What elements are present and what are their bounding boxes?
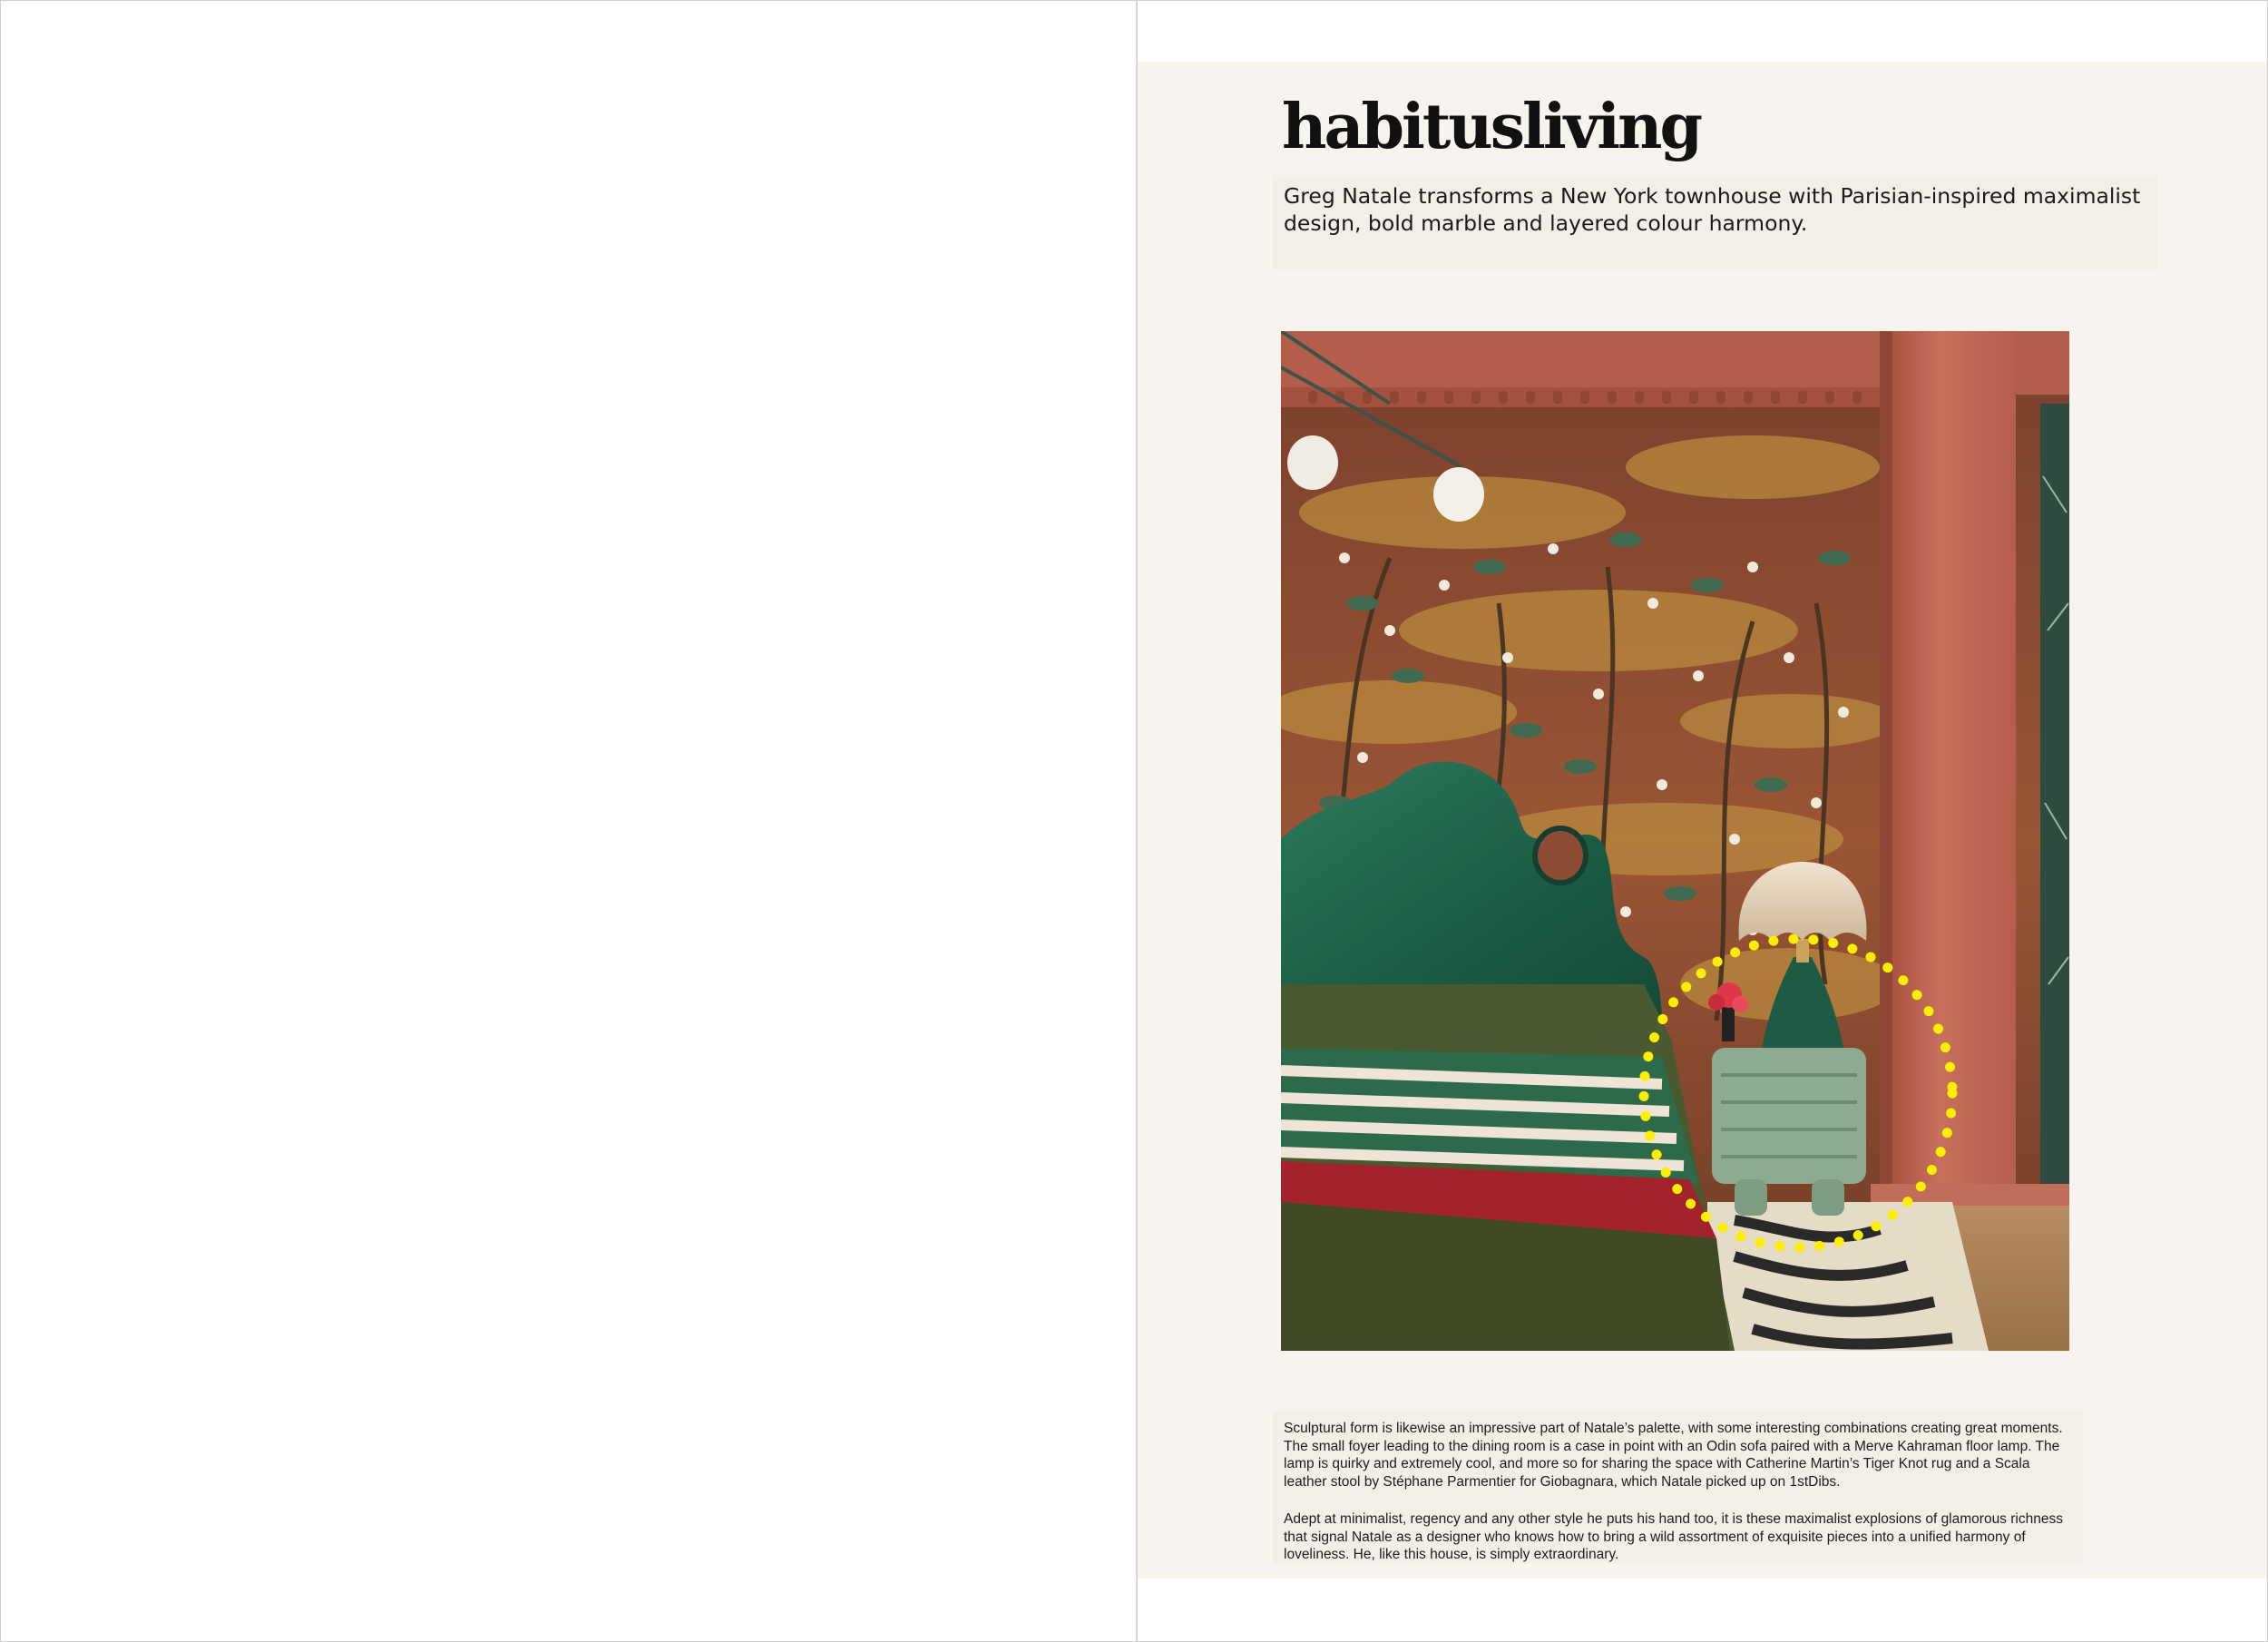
article-body (1273, 1411, 2083, 1563)
body-paragraph-2: Adept at minimalist, regency and any other style he puts his hand too, it is these maximalist explosions of glamorous richness that signal Natale as a designer who knows how to bring a wild assortment of exquisite pieces into a unified harmony of loveliness. He, like this house, is simply extraordinary. (1284, 1511, 2063, 1562)
article-deck: Greg Natale transforms a New York townhouse with Parisian-inspired maximalist design, bold marble and layered colour harmony. (1273, 175, 2157, 269)
right-page (1138, 1, 2267, 1641)
left-page-blank (1, 1, 1136, 1641)
body-paragraph-1: Sculptural form is likewise an impressive part of Natale’s palette, with some interesting combinations creating great moments. The small foyer leading to the dining room is a case in point with an Odin sofa paired with a Merve Kahraman floor lamp. The lamp is quirky and extremely cool, and more so for sharing the space with Catherine Martin’s Tiger Knot rug and a Scala leather stool by Stéphane Parmentier for Giobagnara, which Natale picked up on 1stDibs. (1284, 1421, 2063, 1490)
green-marble-panel (2040, 404, 2069, 1220)
article-panel (1138, 62, 2267, 1578)
masthead-logo: habitusliving (1282, 91, 1701, 163)
bedroom-photo (1281, 331, 2069, 1351)
